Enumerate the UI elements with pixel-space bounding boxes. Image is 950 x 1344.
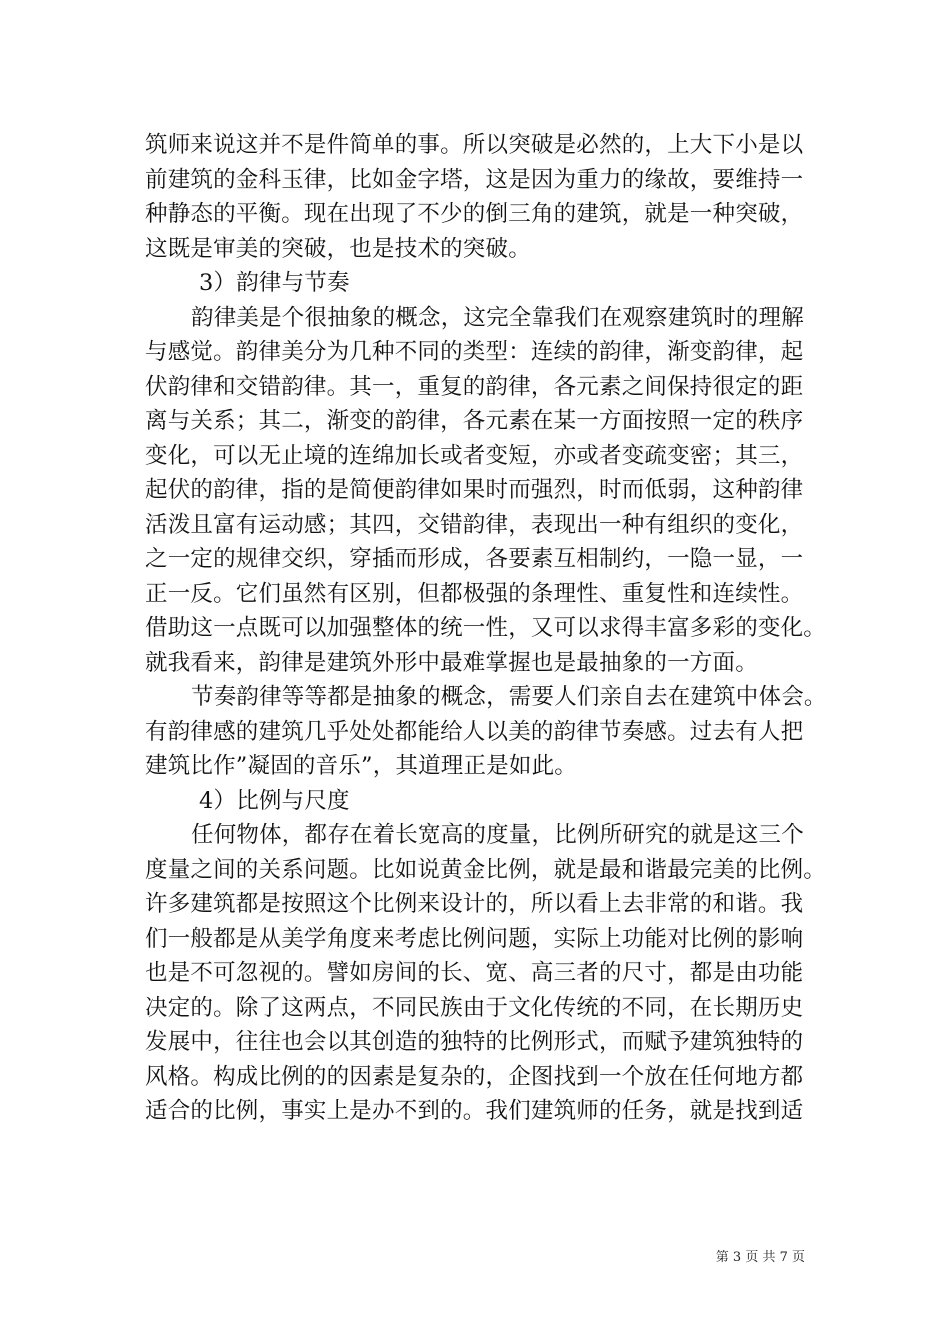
text-line: 活泼且富有运动感；其四，交错韵律，表现出一种有组织的变化， bbox=[145, 511, 804, 538]
section-heading: 3）韵律与节奏 bbox=[199, 270, 350, 296]
text-line: 变化，可以无止境的连绵加长或者变短，亦或者变疏变密；其三， bbox=[145, 442, 804, 469]
text-line: 适合的比例，事实上是办不到的。我们建筑师的任务，就是找到适 bbox=[145, 1098, 804, 1124]
text-line: 种静态的平衡。现在出现了不少的倒三角的建筑，就是一种突破， bbox=[145, 201, 804, 227]
text-line: 这既是审美的突破，也是技术的突破。 bbox=[145, 235, 531, 262]
paragraph-first-line: 任何物体，都存在着长宽高的度量，比例所研究的就是这三个 bbox=[191, 822, 804, 848]
page-footer: 第 3 页 共 7 页 bbox=[715, 1250, 805, 1265]
text-line: 许多建筑都是按照这个比例来设计的，所以看上去非常的和谐。我 bbox=[145, 891, 804, 917]
paragraph-first-line: 节奏韵律等等都是抽象的概念，需要人们亲自去在建筑中体会。 bbox=[191, 684, 827, 710]
text-line: 风格。构成比例的的因素是复杂的，企图找到一个放在任何地方都 bbox=[145, 1063, 804, 1090]
text-line: 有韵律感的建筑几乎处处都能给人以美的韵律节奏感。过去有人把 bbox=[145, 718, 804, 745]
text-line: 起伏的韵律，指的是简便韵律如果时而强烈，时而低弱，这种韵律 bbox=[145, 477, 804, 503]
text-line: 建筑比作”凝固的音乐”，其道理正是如此。 bbox=[145, 753, 578, 779]
text-line: 也是不可忽视的。譬如房间的长、宽、高三者的尺寸，都是由功能 bbox=[145, 960, 804, 986]
text-line: 借助这一点既可以加强整体的统一性，又可以求得丰富多彩的变化。 bbox=[145, 615, 827, 641]
text-line: 发展中，往往也会以其创造的独特的比例形式，而赋予建筑独特的 bbox=[145, 1029, 804, 1055]
text-line: 正一反。它们虽然有区别，但都极强的条理性、重复性和连续性。 bbox=[145, 580, 804, 607]
section-heading: 4）比例与尺度 bbox=[199, 787, 350, 814]
text-line: 决定的。除了这两点，不同民族由于文化传统的不同，在长期历史 bbox=[145, 994, 804, 1021]
text-line: 就我看来，韵律是建筑外形中最难掌握也是最抽象的一方面。 bbox=[145, 649, 758, 676]
text-line: 之一定的规律交织，穿插而形成，各要素互相制约，一隐一显，一 bbox=[145, 546, 804, 572]
text-line: 前建筑的金科玉律，比如金字塔，这是因为重力的缘故，要维持一 bbox=[145, 166, 804, 193]
text-line: 伏韵律和交错韵律。其一，重复的韵律，各元素之间保持很定的距 bbox=[145, 373, 804, 400]
text-line: 度量之间的关系问题。比如说黄金比例，就是最和谐最完美的比例。 bbox=[145, 856, 827, 883]
text-line: 与感觉。韵律美分为几种不同的类型：连续的韵律，渐变韵律，起 bbox=[145, 339, 804, 365]
text-line: 筑师来说这并不是件简单的事。所以突破是必然的，上大下小是以 bbox=[145, 132, 804, 158]
text-line: 离与关系；其二，渐变的韵律，各元素在某一方面按照一定的秩序 bbox=[145, 408, 804, 434]
paragraph-first-line: 韵律美是个很抽象的概念，这完全靠我们在观察建筑时的理解 bbox=[191, 304, 804, 331]
text-line: 们一般都是从美学角度来考虑比例问题，实际上功能对比例的影响 bbox=[145, 925, 804, 952]
